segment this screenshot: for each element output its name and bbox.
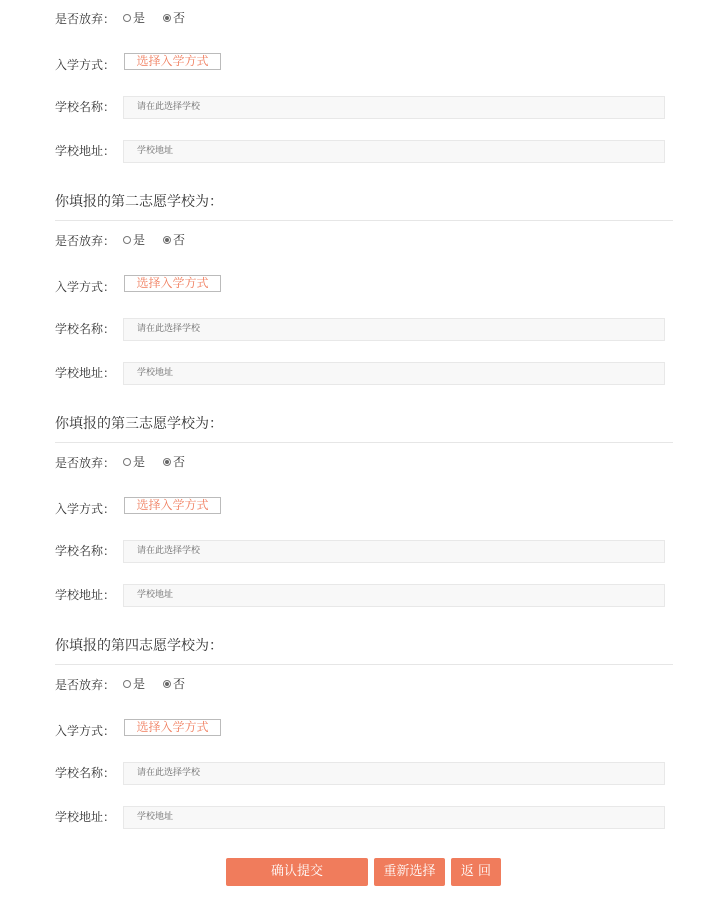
choice-block-2 xyxy=(0,194,714,444)
method-label: 入学方式： xyxy=(55,502,116,516)
abandon-yes-radio[interactable] xyxy=(123,455,145,469)
abandon-label: 是否放弃： xyxy=(55,678,116,692)
radio-checked-icon xyxy=(163,458,171,466)
confirm-submit-button[interactable]: 确认提交 xyxy=(226,858,368,886)
radio-no-label: 否 xyxy=(173,455,186,469)
select-method-button[interactable]: 选择入学方式 xyxy=(124,719,221,736)
radio-no-label: 否 xyxy=(173,677,186,691)
radio-unchecked-icon xyxy=(123,14,131,22)
abandon-yes-radio[interactable] xyxy=(123,233,145,247)
section-title: 你填报的第三志愿学校为： xyxy=(55,414,673,443)
radio-no-label: 否 xyxy=(173,233,186,247)
select-method-button[interactable]: 选择入学方式 xyxy=(124,497,221,514)
radio-yes-label: 是 xyxy=(133,677,146,691)
abandon-no-radio[interactable] xyxy=(163,233,185,247)
section-title: 你填报的第二志愿学校为： xyxy=(55,192,673,221)
school-address-input[interactable]: 学校地址 xyxy=(123,806,665,829)
abandon-yes-radio[interactable] xyxy=(123,677,145,691)
school-address-input[interactable]: 学校地址 xyxy=(123,584,665,607)
school-address-label: 学校地址： xyxy=(55,810,116,824)
abandon-no-radio[interactable] xyxy=(163,455,185,469)
school-name-label: 学校名称： xyxy=(55,100,116,114)
abandon-label: 是否放弃： xyxy=(55,12,116,26)
abandon-no-radio[interactable] xyxy=(163,677,185,691)
abandon-radio-group xyxy=(123,455,203,469)
radio-yes-label: 是 xyxy=(133,11,146,25)
abandon-label: 是否放弃： xyxy=(55,234,116,248)
radio-checked-icon xyxy=(163,236,171,244)
select-method-button[interactable]: 选择入学方式 xyxy=(124,53,221,70)
school-name-label: 学校名称： xyxy=(55,544,116,558)
radio-no-label: 否 xyxy=(173,11,186,25)
method-label: 入学方式： xyxy=(55,58,116,72)
reset-button[interactable]: 重新选择 xyxy=(374,858,445,886)
section-title: 你填报的第四志愿学校为： xyxy=(55,636,673,665)
school-address-label: 学校地址： xyxy=(55,588,116,602)
school-address-label: 学校地址： xyxy=(55,144,116,158)
radio-checked-icon xyxy=(163,680,171,688)
radio-yes-label: 是 xyxy=(133,233,146,247)
school-name-label: 学校名称： xyxy=(55,766,116,780)
school-address-label: 学校地址： xyxy=(55,366,116,380)
school-name-label: 学校名称： xyxy=(55,322,116,336)
method-label: 入学方式： xyxy=(55,280,116,294)
school-name-input[interactable]: 请在此选择学校 xyxy=(123,762,665,785)
school-name-input[interactable]: 请在此选择学校 xyxy=(123,318,665,341)
abandon-label: 是否放弃： xyxy=(55,456,116,470)
school-address-input[interactable]: 学校地址 xyxy=(123,362,665,385)
abandon-yes-radio[interactable] xyxy=(123,11,145,25)
radio-unchecked-icon xyxy=(123,680,131,688)
choice-block-3 xyxy=(0,416,714,666)
abandon-radio-group xyxy=(123,233,203,247)
abandon-no-radio[interactable] xyxy=(163,11,185,25)
school-name-input[interactable]: 请在此选择学校 xyxy=(123,540,665,563)
abandon-radio-group xyxy=(123,677,203,691)
method-label: 入学方式： xyxy=(55,724,116,738)
school-name-input[interactable]: 请在此选择学校 xyxy=(123,96,665,119)
radio-unchecked-icon xyxy=(123,458,131,466)
school-address-input[interactable]: 学校地址 xyxy=(123,140,665,163)
choice-block-1 xyxy=(0,0,714,222)
radio-unchecked-icon xyxy=(123,236,131,244)
abandon-radio-group xyxy=(123,11,203,25)
radio-checked-icon xyxy=(163,14,171,22)
select-method-button[interactable]: 选择入学方式 xyxy=(124,275,221,292)
back-button[interactable]: 返 回 xyxy=(451,858,501,886)
radio-yes-label: 是 xyxy=(133,455,146,469)
choice-block-4 xyxy=(0,638,714,888)
